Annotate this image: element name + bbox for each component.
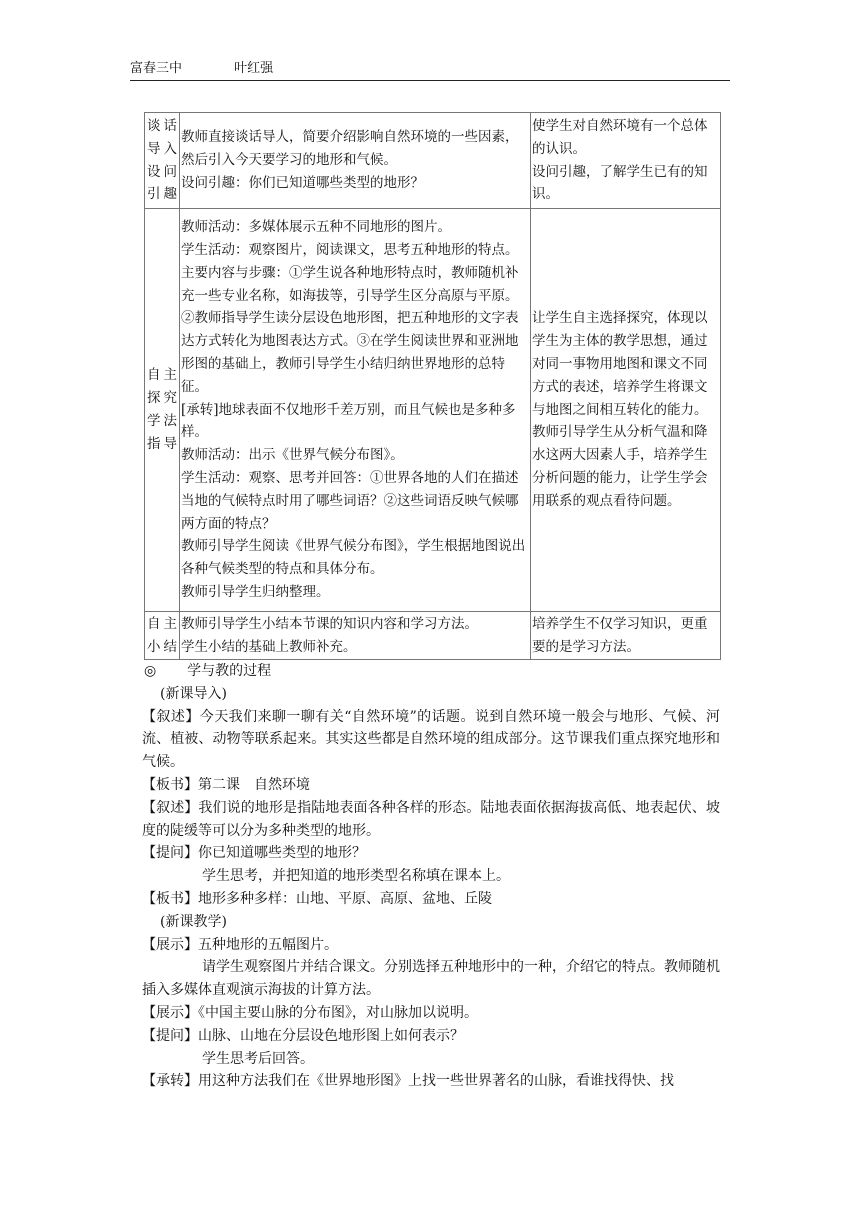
paragraph-text: 今天我们来聊一聊有关“自然环境”的话题。说到自然环境一般会与地形、气候、河流、植被、动物等联系起来。其实这些都是自然环境的组成部分。这节课我们重点探究地形和气候。	[142, 708, 721, 771]
header-school: 富春三中	[130, 61, 183, 76]
paragraph-text: 我们说的地形是指陆地表面各种各样的形态。陆地表面依据海拔高低、地表起伏、坡度的陡缓等可以分为多种类型的地形。	[142, 799, 721, 839]
intent-text: 培养学生不仅学习知识，更重要的是学习方法。	[532, 615, 708, 655]
stage-cell: 自主小结	[145, 612, 180, 660]
paragraph-text: 《中国主要山脉的分布图》，对山脉加以说明。	[198, 1004, 478, 1021]
tag: 【叙述】	[142, 708, 200, 725]
section-title: 学与教的过程	[187, 663, 272, 679]
intent-cell	[531, 113, 721, 209]
activity-text: 教师活动：出示《世界气候分布图》。	[181, 447, 404, 464]
paragraph	[142, 934, 720, 957]
intent-text: 使学生对自然环境有一个总体的认识。	[532, 117, 708, 157]
paragraph: 请学生观察图片并结合课文。分别选择五种地形中的一种，介绍它的特点。教师随机插入多媒体直观演示海拔的计算方法。	[142, 959, 720, 999]
activity-text: 教师引导学生阅读《世界气候分布图》，学生根据地图说出各种气候类型的特点和具体分布。	[181, 538, 526, 578]
intent-cell	[531, 209, 721, 612]
paragraph	[142, 1002, 720, 1025]
paragraph	[142, 1070, 720, 1093]
section-mark: ◎	[144, 663, 157, 679]
tag: 【展示】	[142, 1004, 198, 1021]
header-author: 叶红强	[234, 61, 274, 76]
subheading-teaching: (新课教学)	[160, 913, 227, 930]
intent-text: 让学生自主选择探究，体现以学生为主体的教学思想，通过对同一事物用地图和课文不同方式的表述，培养学生将课文与地图之间相互转化的能力。	[532, 310, 708, 418]
tag: 【板书】	[142, 890, 198, 907]
process-section	[142, 660, 720, 1093]
stage-cell: 自主探究学法指导	[145, 209, 180, 612]
paragraph	[142, 1025, 720, 1048]
paragraph: 学生思考，并把知道的地形类型名称填在课本上。	[202, 868, 510, 885]
paragraph: 学生思考后回答。	[202, 1050, 314, 1067]
activity-text: 学生小结的基础上教师补充。	[181, 638, 357, 655]
activity-text: 学生活动：观察图片，阅读课文，思考五种地形的特点。	[181, 242, 519, 259]
tag: 【提问】	[142, 845, 198, 862]
activities-cell	[180, 612, 531, 660]
activity-text: 主要内容与步骤：①学生说各种地形特点时，教师随机补充一些专业名称，如海拔等，引导学生区分高原与平原。②教师指导学生读分层设色地形图，把五种地形的文字表达方式转化为地图表达方式。③在学生阅读世界和亚洲地形图的基础上，教师引导学生小结归纳世界地形的总特征。	[181, 264, 519, 395]
table-row	[145, 113, 721, 209]
activities-cell	[180, 113, 531, 209]
paragraph	[142, 706, 720, 774]
activities-cell	[180, 209, 531, 612]
subheading-intro: (新课导入)	[160, 685, 227, 702]
paragraph	[142, 842, 720, 865]
paragraph-text: 五种地形的五幅图片。	[198, 936, 338, 953]
tag: 【展示】	[142, 936, 198, 953]
intent-text: 设问引趣，了解学生已有的知识。	[532, 163, 708, 203]
paragraph	[142, 774, 720, 797]
paragraph-text: 地形多种多样：山地、平原、高原、盆地、丘陵	[198, 890, 492, 907]
tag: 【板书】	[142, 776, 198, 793]
tag: 【提问】	[142, 1027, 198, 1044]
tag: 【承转】	[142, 1073, 198, 1090]
lesson-plan-table	[144, 112, 721, 660]
paragraph-text: 用这种方法我们在《世界地形图》上找一些世界著名的山脉，看谁找得快、找	[198, 1073, 674, 1090]
table-row	[145, 209, 721, 612]
activity-text: [承转]地球表面不仅地形千差万别，而且气候也是多种多样。	[181, 401, 516, 441]
activity-text: 教师引导学生归纳整理。	[181, 583, 330, 600]
activity-text: 教师活动：多媒体展示五种不同地形的图片。	[181, 219, 451, 236]
activity-text: 教师直接谈话导人，简要介绍影响自然环境的一些因素，然后引入今天要学习的地形和气候。	[181, 129, 519, 169]
activity-text: 教师引导学生小结本节课的知识内容和学习方法。	[181, 615, 478, 632]
paragraph-text: 你已知道哪些类型的地形？	[198, 845, 366, 862]
stage-cell: 谈话导入设问引趣	[145, 113, 180, 209]
activity-text: 设问引趣：你们已知道哪些类型的地形？	[181, 174, 424, 191]
paragraph-text: 第二课 自然环境	[198, 776, 310, 793]
paragraph	[142, 797, 720, 843]
page-header	[130, 62, 730, 81]
paragraph-text: 山脉、山地在分层设色地形图上如何表示？	[198, 1027, 464, 1044]
intent-cell	[531, 612, 721, 660]
paragraph	[142, 888, 720, 911]
activity-text: 学生活动：观察、思考并回答：①世界各地的人们在描述当地的气候特点时用了哪些词语？②这些词语反映气候哪两方面的特点？	[181, 469, 519, 532]
tag: 【叙述】	[142, 799, 199, 816]
table-row	[145, 612, 721, 660]
section-heading	[142, 660, 720, 683]
intent-text: 教师引导学生从分析气温和降水这两大因素人手，培养学生分析问题的能力，让学生学会用联系的观点看待问题。	[532, 424, 708, 509]
